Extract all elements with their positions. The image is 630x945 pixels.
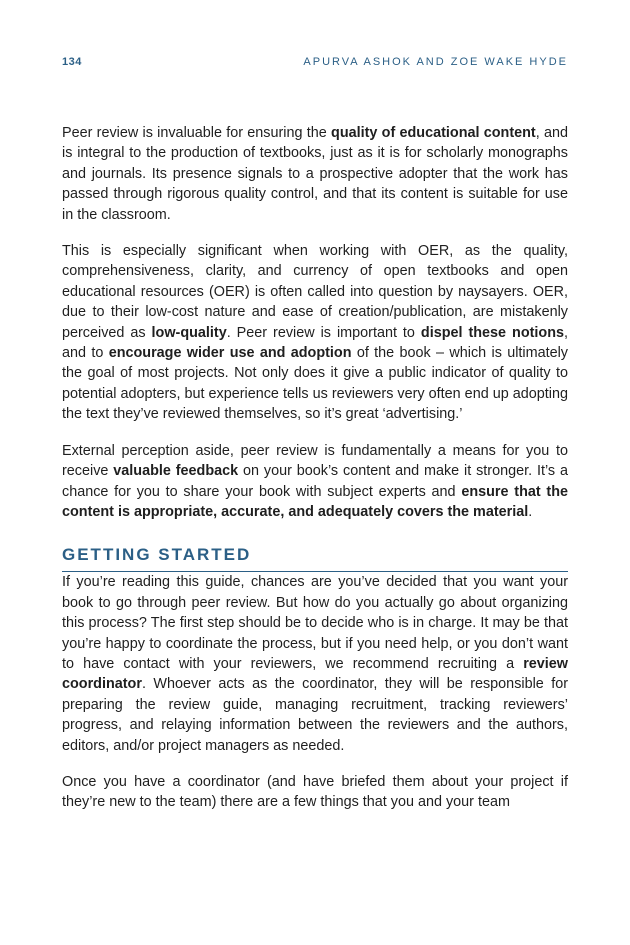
body-text bbox=[62, 123, 568, 829]
text-run: Once you have a coordinator (and have briefed them about your project if they’re new to the team) there are a few things that you and your team bbox=[62, 773, 568, 811]
text-run: , and to bbox=[62, 324, 568, 362]
text-run: . Whoever acts as the coordinator, they will be responsible for preparing the review guide, managing recruitment, tracking reviewers’ progress, and relaying information between the reviewers and the authors, editors, and/or project managers as needed. bbox=[62, 676, 568, 754]
emphasis-review-coordinator: review coordinator bbox=[62, 655, 568, 693]
emphasis-ensure-content: ensure that the content is appropriate, accurate, and adequately covers the material bbox=[62, 483, 568, 520]
text-run: This is especially significant when working with OER, as the quality, comprehensiveness, clarity, and currency of open textbooks and open educational resources (OER) is often called into question by naysayers. OER, due to their low-cost nature and ease of creation/publication, are mistakenly perceived as bbox=[62, 243, 568, 341]
text-run: , and is integral to the production of textbooks, just as it is for scholarly monographs and journals. Its presence signals to a prospective adopter that the work has passed through rigorous quality control, and that its content is suitable for use in the classroom. bbox=[62, 125, 568, 223]
emphasis-low-quality: low-quality bbox=[151, 324, 227, 341]
text-run: . bbox=[528, 503, 533, 520]
paragraph-coordinator-next bbox=[62, 772, 568, 813]
text-run: External perception aside, peer review is fundamentally a means for you to receive bbox=[62, 442, 568, 480]
emphasis-quality-content: quality of educational content bbox=[331, 125, 536, 141]
emphasis-valuable-feedback: valuable feedback bbox=[113, 463, 239, 480]
text-run: . Peer review is important to bbox=[226, 324, 421, 341]
text-run: Peer review is invaluable for ensuring the bbox=[62, 125, 332, 141]
emphasis-wider-use: encourage wider use and adoption bbox=[108, 345, 352, 362]
section-heading-getting-started: GETTING STARTED bbox=[62, 545, 568, 572]
emphasis-dispel-notions: dispel these notions bbox=[420, 324, 564, 341]
running-head-authors: APURVA ASHOK AND ZOE WAKE HYDE bbox=[303, 56, 568, 68]
running-header bbox=[62, 56, 568, 72]
paragraph-oer-significance bbox=[62, 241, 568, 425]
paragraph-feedback bbox=[62, 441, 568, 523]
text-run: of the book – which is ultimately the goal of most projects. Not only does it give a public indicator of quality to potential adopters, but experience tells us reviewers very often end up adopting the text they’ve reviewed themselves, so it’s great ‘advertising.’ bbox=[62, 345, 568, 423]
text-run: on your book’s content and make it stronger. It’s a chance for you to share your book with subject experts and bbox=[62, 463, 568, 500]
page-number: 134 bbox=[62, 56, 82, 68]
paragraph-peer-review-intro bbox=[62, 123, 568, 225]
paragraph-getting-started bbox=[62, 572, 568, 756]
text-run: If you’re reading this guide, chances are you’ve decided that you want your book to go through peer review. But how do you actually go about organizing this process? The first step should be to decide who is in charge. It may be that you’re happy to coordinate the process, but if you need help, or you don’t want to have contact with your reviewers, we recommend recruiting a bbox=[62, 574, 568, 672]
